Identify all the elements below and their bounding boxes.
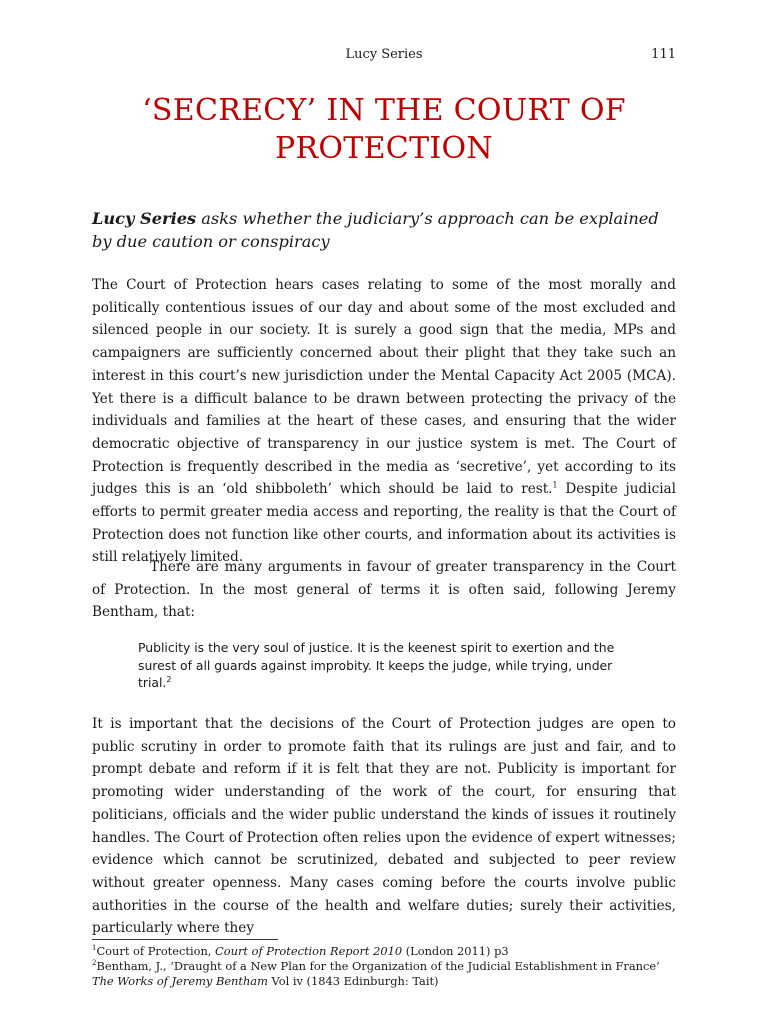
- paragraph-2: There are many arguments in favour of greater transparency in the Court of Protection. In the most general of terms it is often said, following Jeremy Bentham, that:: [92, 559, 676, 621]
- footnote-ref-2[interactable]: 2: [166, 674, 172, 684]
- paragraph-1: [92, 274, 676, 569]
- standfirst: [92, 207, 676, 253]
- header-author: Lucy Series: [345, 47, 423, 62]
- paragraph-3: It is important that the decisions of the Court of Protection judges are open to public scrutiny in order to promote faith that its rulings are just and fair, and to prompt debate and reform if it is felt that they are not. Publicity is important for promoting wider understanding of the work of the court, for ensuring that politicians, officials and the wider public understand the kinds of issues it routinely handles. The Court of Protection often relies upon the evidence of expert witnesses; evidence which cannot be scrutinized, debated and subjected to peer review without greater openness. Many cases coming before the courts involve public authorities in the course of the health and welfare duties; surely their activities, particularly where they: [92, 716, 676, 937]
- title-line-2: PROTECTION: [275, 131, 493, 166]
- paragraph-1-text-a: The Court of Protection hears cases relating to some of the most morally and politically contentious issues of our day and about some of the most excluded and silenced people in our society. It is surely a good sign that the media, MPs and campaigners are sufficiently concerned about their plight that they take such an interest in this court’s new jurisdiction under the Mental Capacity Act 2005 (MCA). Yet there is a difficult balance to be drawn between protecting the privacy of the individuals and families at the heart of these cases, and ensuring that the wider democratic objective of transparency in our justice system is met. The Court of Protection is frequently described in the media as ‘secretive’, yet according to its judges this is an ‘old shibboleth’ which should be laid to rest.: [92, 277, 676, 498]
- footnote-1: [92, 944, 676, 959]
- footnote-1-pre: Court of Protection,: [96, 944, 216, 958]
- footnote-divider: [92, 939, 278, 940]
- footnotes: [92, 944, 676, 989]
- standfirst-author: Lucy Series: [92, 209, 197, 228]
- footnote-1-post: (London 2011) p3: [402, 944, 509, 958]
- article-title: [92, 92, 676, 168]
- paragraph-1-text-b: Despite judicial efforts to permit greater media access and reporting, the reality is that the Court of Protection does not function like other courts, and information about its activities is still relatively limited.: [92, 481, 676, 566]
- footnote-2-pre: Bentham, J., ‘Draught of a New Plan for the Organization of the Judicial Establishment in France’: [96, 959, 660, 973]
- block-quote: [138, 639, 638, 692]
- title-line-1: ‘SECRECY’ IN THE COURT OF: [142, 93, 626, 128]
- footnote-2-title: The Works of Jeremy Bentham: [92, 974, 268, 988]
- standfirst-text: asks whether the judiciary’s approach can be explained by due caution or conspiracy: [92, 209, 659, 251]
- footnote-2-mark: 2: [92, 959, 97, 968]
- block-quote-text: Publicity is the very soul of justice. It is the keenest spirit to exertion and the surest of all guards against improbity. It keeps the judge, while trying, under trial.: [138, 640, 615, 690]
- page-number: 111: [651, 47, 676, 62]
- footnote-ref-1[interactable]: 1: [552, 480, 558, 490]
- footnote-2-post: Vol iv (1843 Edinburgh: Tait): [267, 974, 439, 988]
- running-header: [92, 45, 676, 65]
- footnote-1-title: Court of Protection Report 2010: [215, 944, 403, 958]
- footnote-2: [92, 959, 676, 989]
- footnote-1-mark: 1: [92, 944, 97, 953]
